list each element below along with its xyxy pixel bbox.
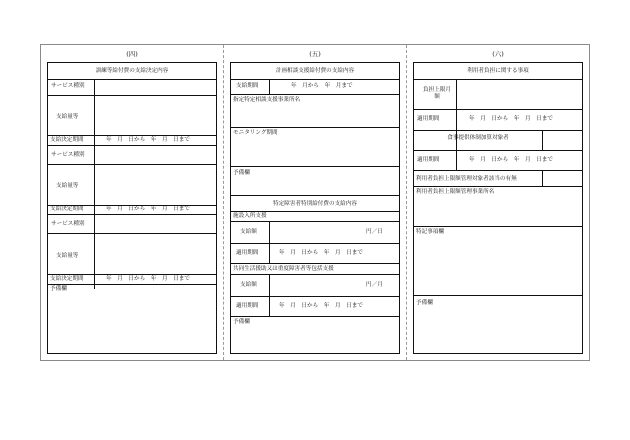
apply-period-label-1: 適用期間 [236,250,259,256]
provider-label: 指定特定相談支援事業所名 [233,97,301,103]
payment-value-1: 円／日 [366,229,383,235]
apply-period-label-1: 適用期間 [417,116,440,122]
special-notes-label: 特記事項欄 [416,229,444,235]
panel-number: (四) [126,50,138,58]
table-heading: 計画相談支援給付費の支給内容 [275,68,355,74]
remarks-label: 予備欄 [50,286,67,292]
panel-number: (六) [492,50,504,58]
burden-management-label: 利用者負担上限額管理対象者該当の有無 [416,176,517,182]
remarks2-label: 予備欄 [233,319,250,325]
amount-label-3: 支給量等 [56,253,79,259]
apply-period-label-2: 適用期間 [236,303,259,309]
payment-period-label: 支給期間 [236,83,259,89]
apply-period-value-2: 年 月 日から 年 月 日まで [469,157,553,163]
remarks-label: 予備欄 [416,300,433,306]
period-label-3: 支給決定期間 [50,276,84,282]
burden-cap-label: 負担上限月額 [423,87,451,100]
panel-user-burden [413,48,583,358]
payment-value-2: 円／月 [366,282,383,288]
facility-support-label: 施設入所支援 [233,213,267,219]
meal-provision-label: 食事提供体制加算対象者 [447,135,509,141]
panel-training-benefits [47,48,217,358]
amount-label-2: 支給量等 [56,183,79,189]
apply-period-value-1: 年 月 日から 年 月 日まで [279,250,363,256]
panel-number: (五) [309,50,321,58]
service-type-label-3: サービス種別 [51,221,85,227]
period-value-2: 年 月 日から 年 月 日まで [106,206,190,212]
group-living-label: 共同生活援助又は重度障害者等包括支援 [233,266,334,272]
payment-label-1: 支給額 [240,229,257,235]
service-type-label-2: サービス種別 [51,152,85,158]
special-benefits-heading: 特定障害者特別給付費の支給内容 [273,201,357,207]
period-label-2: 支給決定期間 [50,206,84,212]
training-benefits-table [47,62,217,354]
monitoring-label: モニタリング期間 [233,130,278,136]
user-burden-table [413,62,583,354]
panel-consultation-support [230,48,400,358]
amount-label-1: 支給量等 [56,114,79,120]
apply-period-value-1: 年 月 日から 年 月 日まで [469,116,553,122]
management-office-label: 利用者負担上限額管理事業所名 [416,189,495,195]
payment-period-value: 年 月から 年 月まで [291,83,353,89]
table-heading: 訓練等給付費の支給決定内容 [95,68,169,74]
apply-period-value-2: 年 月 日から 年 月 日まで [279,303,363,309]
payment-label-2: 支給額 [240,282,257,288]
consultation-support-table [230,62,400,354]
table-heading: 利用者負担に関する事項 [467,68,529,74]
fold-line-1 [223,45,224,360]
period-value-1: 年 月 日から 年 月 日まで [106,137,190,143]
period-label-1: 支給決定期間 [50,137,84,143]
remarks-label: 予備欄 [233,170,250,176]
period-value-3: 年 月 日から 年 月 日まで [106,276,190,282]
service-type-label-1: サービス種別 [51,83,85,89]
fold-line-2 [406,45,407,360]
apply-period-label-2: 適用期間 [417,157,440,163]
